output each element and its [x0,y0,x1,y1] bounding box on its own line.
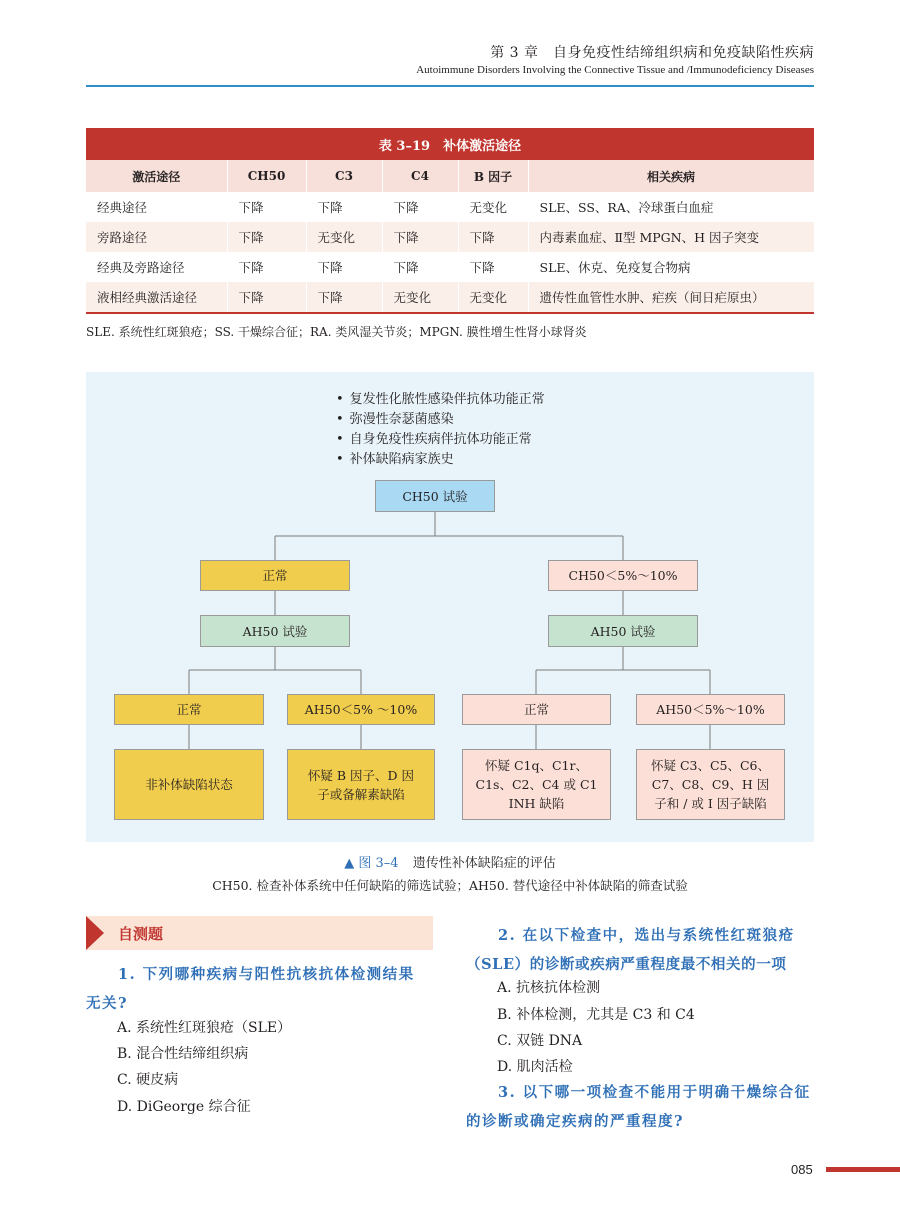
col-header: C3 [306,160,382,192]
header-rule [86,85,814,87]
complement-pathway-table [86,128,814,314]
cell: 下降 [306,192,382,222]
q1-option-b: B. 混合性结缔组织病 [117,1046,249,1062]
cell: 遗传性血管性水肿、疟疾（间日疟原虫） [528,282,814,312]
page-number-bar [826,1167,900,1172]
question-3 [466,1078,814,1136]
outcome-alternative-deficiency [287,749,435,820]
col-header: C4 [382,160,458,192]
box-line: 怀疑 B 因子、D 因 [307,767,415,783]
cell: 下降 [382,222,458,252]
question-line: （SLE）的诊断或疾病严重程度最不相关的一项 [466,956,787,973]
quiz-flag-icon [86,916,104,950]
outcome-terminal-deficiency [636,749,785,820]
q1-option-c: C. 硬皮病 [117,1072,179,1088]
table-row [86,192,814,222]
q2-option-b: B. 补体检测，尤其是 C3 和 C4 [497,1007,695,1023]
cell: 无变化 [458,192,528,222]
quiz-title: 自测题 [118,925,164,943]
ah50-normal-right-box: 正常 [462,694,611,725]
question-1 [86,960,433,1018]
box-line: C1s、C2、C4 或 C1 [475,777,598,792]
table-title: 表 3–19 补体激活途径 [86,128,814,160]
q1-option-a: A. 系统性红斑狼疮（SLE） [117,1020,292,1036]
box-line: 子和 / 或 Ⅰ 因子缺陷 [654,796,767,811]
chapter-title-en: Autoimmune Disorders Involving the Connective Tissue and /Immunodeficiency Diseases [416,64,814,76]
cell: 液相经典激活途径 [86,282,227,312]
table-header-row [86,160,814,192]
ah50-normal-left-box: 正常 [114,694,264,725]
question-line: 1. 下列哪种疾病与阳性抗核抗体检测结果 [118,966,415,983]
figure-label: 图 3–4 [358,856,399,871]
cell: 下降 [227,192,306,222]
question-line: 无关? [86,995,128,1012]
figure-title: 遗传性补体缺陷症的评估 [412,856,556,871]
col-header: 相关疾病 [528,160,814,192]
q2-option-a: A. 抗核抗体检测 [497,980,601,996]
cell: 经典途径 [86,192,227,222]
cell: 下降 [382,192,458,222]
box-line: INH 缺陷 [508,796,565,811]
ch50-low-box: CH50＜5%～10% [548,560,698,591]
cell: SLE、SS、RA、冷球蛋白血症 [528,192,814,222]
table-row [86,282,814,312]
cell: 下降 [458,252,528,282]
question-line: 3. 以下哪一项检查不能用于明确干燥综合征 [498,1084,811,1101]
outcome-no-deficiency: 非补体缺陷状态 [114,749,264,820]
box-line: 子或备解素缺陷 [317,786,405,802]
table-row [86,252,814,282]
ah50-low-right-box: AH50＜5%～10% [636,694,785,725]
ah50-low-left-box: AH50＜5% ～10% [287,694,435,725]
outcome-classical-deficiency [462,749,611,820]
q2-option-c: C. 双链 DNA [497,1033,583,1049]
table-body [86,160,815,312]
cell: 无变化 [458,282,528,312]
ah50-test-left-box: AH50 试验 [200,615,350,647]
cell: 旁路途径 [86,222,227,252]
table-row [86,222,814,252]
table-bottom-rule [86,312,814,314]
chapter-title-cn: 第 3 章 自身免疫性结缔组织病和免疫缺陷性疾病 [490,45,814,61]
table-footnote: SLE. 系统性红斑狼疮；SS. 干燥综合征；RA. 类风湿关节炎；MPGN. 膜性增生性肾小球肾炎 [86,325,587,339]
col-header: B 因子 [458,160,528,192]
cell: 无变化 [382,282,458,312]
box-line: C7、C8、C9、H 因 [651,777,770,792]
ch50-test-box: CH50 试验 [375,480,495,512]
triangle-marker-icon: ▲ [344,856,355,871]
cell: 下降 [227,222,306,252]
cell: 下降 [306,282,382,312]
cell: 下降 [458,222,528,252]
ah50-test-right-box: AH50 试验 [548,615,698,647]
box-line: 怀疑 C3、C5、C6、 [650,758,771,773]
list-item: • 弥漫性奈瑟菌感染 [336,410,545,430]
flowchart-panel [86,372,814,842]
list-item: • 补体缺陷病家族史 [336,450,545,470]
box-line: 怀疑 C1q、C1r、 [485,758,588,773]
cell: 内毒素血症、Ⅱ型 MPGN、H 因子突变 [528,222,814,252]
figure-note: CH50. 检查补体系统中任何缺陷的筛选试验；AH50. 替代途径中补体缺陷的筛查试验 [212,878,688,893]
q1-option-d: D. DiGeorge 综合征 [117,1099,251,1115]
question-line: 2. 在以下检查中，选出与系统性红斑狼疮 [498,927,795,944]
question-2 [466,921,814,979]
cell: 下降 [227,282,306,312]
q2-option-d: D. 肌肉活检 [497,1059,573,1075]
cell: 下降 [306,252,382,282]
list-item: • 自身免疫性疾病伴抗体功能正常 [336,430,545,450]
list-item: • 复发性化脓性感染伴抗体功能正常 [336,390,545,410]
cell: SLE、休克、免疫复合物病 [528,252,814,282]
page-number: 085 [791,1162,813,1177]
question-line: 的诊断或确定疾病的严重程度? [466,1113,684,1130]
ch50-normal-box: 正常 [200,560,350,591]
indication-list [336,390,545,470]
cell: 下降 [227,252,306,282]
cell: 无变化 [306,222,382,252]
col-header: CH50 [227,160,306,192]
cell: 经典及旁路途径 [86,252,227,282]
cell: 下降 [382,252,458,282]
figure-caption [0,852,900,871]
col-header: 激活途径 [86,160,227,192]
